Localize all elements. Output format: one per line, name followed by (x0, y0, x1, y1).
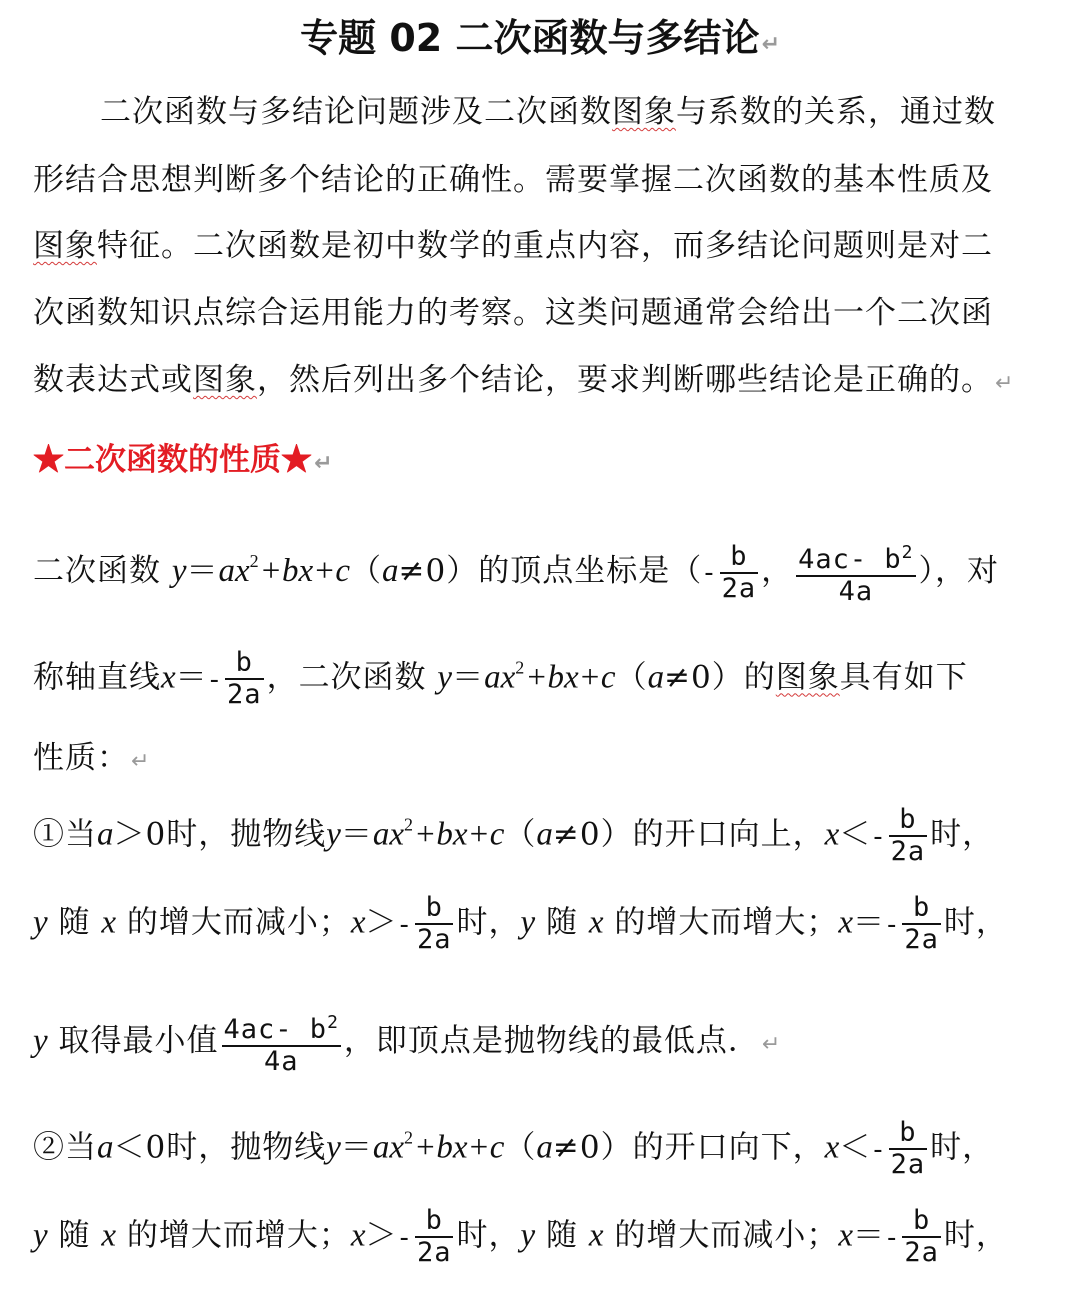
case2-line-1: ②当a＜0时，抛物线$y=ax^2+bx+c(a\ne 0)$的开口向下，x＜- $\frac{b}{2a}$ 时， (33, 1117, 995, 1180)
case1-line-3: y 取得最小值 $\frac{4ac- b^2}{4a}$ ，即顶点是抛物线的最低点．↵ (33, 1008, 781, 1077)
fraction-b-over-2a: $\frac{b}{2a}$ (416, 1205, 452, 1268)
paragraph-mark-icon: ↵ (314, 451, 333, 476)
page-title: 专题 02 二次函数与多结论↵ (300, 16, 780, 60)
axis-line: 称轴直线x＝- $\frac{b}{2a}$ ，二次函数 $y=ax^2+bx+c(a\ne 0)$的图象具有如下 (33, 647, 968, 710)
spellcheck-word: 图象 (193, 362, 257, 398)
intro-line-4: 次函数知识点综合运用能力的考察。这类问题通常会给出一个二次函 (33, 295, 993, 331)
fraction-b-over-2a: $\frac{b}{2a}$ (721, 540, 757, 604)
case1-line-1: ①当a＞0时，抛物线$y=ax^2+bx+c(a\ne 0)$的开口向上，x＜- $\frac{b}{2a}$ 时， (33, 804, 995, 867)
fraction-b-over-2a: $\frac{b}{2a}$ (227, 647, 262, 710)
intro-line-2: 形结合思想判断多个结论的正确性。需要掌握二次函数的基本性质及 (33, 162, 993, 198)
fraction-b-over-2a: $\frac{b}{2a}$ (416, 892, 452, 955)
case1-line-2: y 随 x 的增大而减小；x＞- $\frac{b}{2a}$ 时，y 随 x 的增大而增大；x＝- $\frac{b}{2a}$ 时， (33, 892, 1008, 955)
section-heading: ★二次函数的性质★↵ (33, 442, 333, 478)
intro-line-5: 数表达式或图象，然后列出多个结论，要求判断哪些结论是正确的。↵ (33, 362, 1015, 398)
vertex-formula-line: 二次函数 $y=ax^2+bx+c(a\ne 0)$的顶点坐标是（- $\frac{b}{2a}$ ， $\frac{4ac- b^2}{4a}$ ），对 (33, 538, 999, 607)
intro-line-3: 图象特征。二次函数是初中数学的重点内容，而多结论问题则是对二 (33, 228, 993, 264)
fraction-b-over-2a: $\frac{b}{2a}$ (904, 892, 939, 955)
properties-label: 性质：↵ (33, 740, 151, 776)
intro-line-1: 二次函数与多结论问题涉及二次函数图象与系数的关系，通过数 (100, 94, 996, 130)
spellcheck-word: 图象 (33, 228, 97, 264)
fraction-b-over-2a: $\frac{b}{2a}$ (904, 1205, 939, 1268)
spellcheck-word: 图象 (612, 94, 676, 130)
case2-line-2: y 随 x 的增大而增大；x＞- $\frac{b}{2a}$ 时，y 随 x 的增大而减小；x＝- $\frac{b}{2a}$ 时， (33, 1205, 1008, 1268)
fraction-vertex-y: $\frac{4ac- b^2}{4a}$ (796, 538, 915, 607)
paragraph-mark-icon: ↵ (131, 749, 151, 774)
paragraph-mark-icon: ↵ (761, 32, 780, 57)
fraction-b-over-2a: $\frac{b}{2a}$ (890, 804, 926, 867)
paragraph-mark-icon: ↵ (995, 371, 1015, 396)
paragraph-mark-icon: ↵ (761, 1032, 782, 1057)
fraction-vertex-y: $\frac{4ac- b^2}{4a}$ (222, 1008, 341, 1077)
fraction-b-over-2a: $\frac{b}{2a}$ (890, 1117, 926, 1180)
spellcheck-word: 图象 (775, 659, 840, 696)
